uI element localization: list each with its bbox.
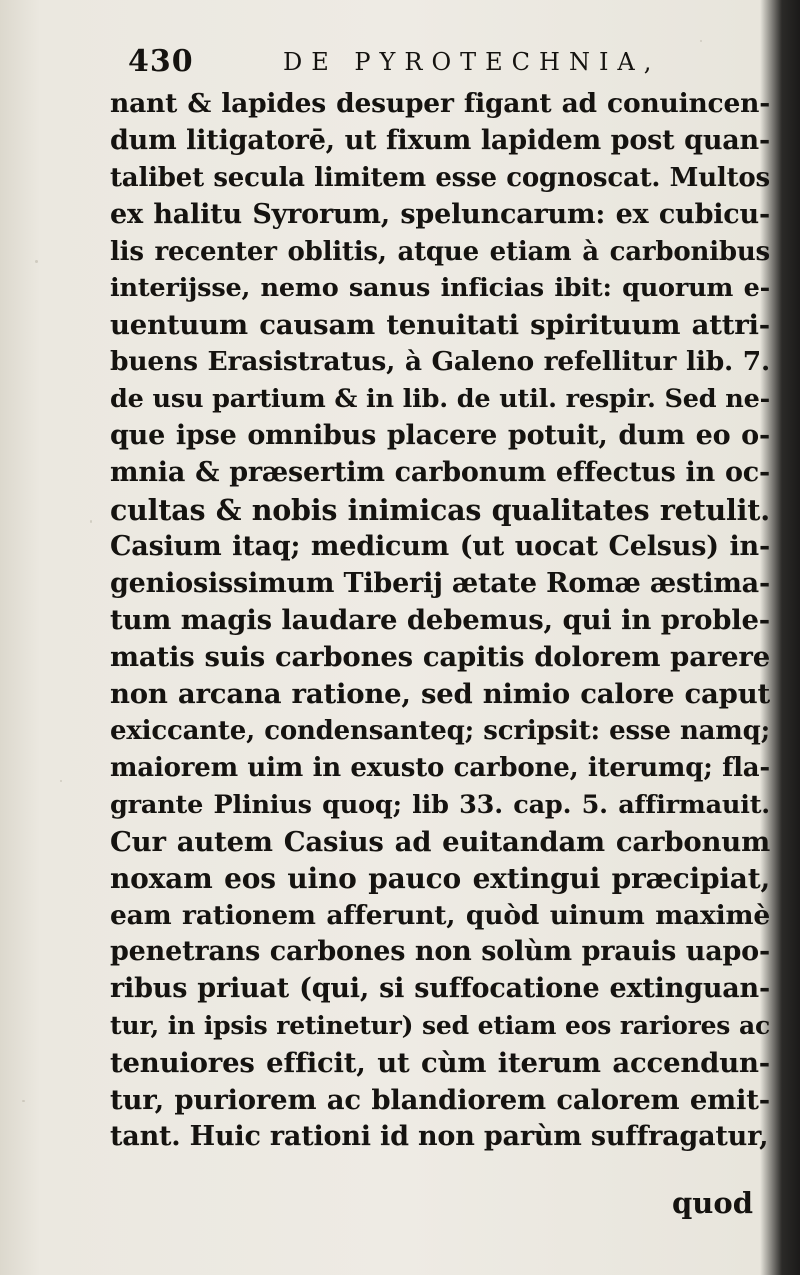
text-line: mnia & præsertim carbonum effectus in oc- bbox=[110, 456, 770, 488]
text-line: tum magis laudare debemus, qui in proble- bbox=[110, 604, 770, 637]
text-line: ex halitu Syrorum, speluncarum: ex cubicu- bbox=[110, 198, 770, 230]
page-header bbox=[128, 44, 661, 84]
text-line: geniosissimum Tiberij ætate Romæ æstima- bbox=[110, 567, 770, 599]
text-line: eam rationem afferunt, quòd uinum maximè bbox=[110, 899, 770, 931]
text-line: exiccante, condensanteq; scripsit: esse namq; bbox=[110, 716, 770, 747]
text-line: maiorem uim in exusto carbone, iterumq; fla- bbox=[110, 753, 770, 784]
text-line: cultas & nobis inimicas qualitates retulit. bbox=[110, 492, 770, 527]
text-line: Casium itaq; medicum (ut uocat Celsus) in- bbox=[110, 530, 770, 562]
text-line: penetrans carbones non solùm prauis uapo- bbox=[110, 936, 770, 968]
text-line: Cur autem Casius ad euitandam carbonum bbox=[110, 825, 770, 858]
paper-speck bbox=[700, 40, 702, 42]
text-line: de usu partium & in lib. de util. respir. Sed ne- bbox=[110, 384, 770, 415]
text-line: noxam eos uino pauco extingui præcipiat, bbox=[110, 861, 770, 895]
paper-speck bbox=[60, 780, 62, 782]
text-line: nant & lapides desuper figant ad conuincen- bbox=[110, 88, 770, 119]
running-head: DE PYROTECHNIA, bbox=[283, 48, 661, 76]
text-line: tant. Huic rationi id non parùm suffragatur, bbox=[110, 1120, 769, 1152]
text-line: que ipse omnibus placere potuit, dum eo o- bbox=[110, 420, 770, 452]
text-line: ribus priuat (qui, si suffocatione extinguan- bbox=[110, 973, 770, 1005]
text-line: non arcana ratione, sed nimio calore caput bbox=[110, 678, 770, 711]
paper-speck bbox=[35, 260, 38, 263]
text-line: grante Plinius quoq; lib 33. cap. 5. affirmauit. bbox=[110, 789, 770, 820]
text-line: dum litigatorē, ut fixum lapidem post quan- bbox=[110, 124, 770, 156]
text-line: talibet secula limitem esse cognoscat. Multos bbox=[110, 162, 770, 193]
paper-speck bbox=[22, 1100, 25, 1102]
text-line: interijsse, nemo sanus inficias ibit: quorum e- bbox=[110, 273, 770, 304]
paper-speck bbox=[90, 520, 92, 523]
body-text bbox=[110, 86, 770, 1156]
page-number: 430 bbox=[128, 44, 194, 79]
text-line: uentuum causam tenuitati spirituum attri- bbox=[110, 309, 770, 342]
text-line: tur, in ipsis retinetur) sed etiam eos rariores ac bbox=[110, 1011, 770, 1041]
text-line: buens Erasistratus, à Galeno refellitur lib. 7. bbox=[110, 346, 770, 378]
text-line: tur, puriorem ac blandiorem calorem emit- bbox=[110, 1084, 770, 1117]
text-line: tenuiores efficit, ut cùm iterum accendun- bbox=[110, 1047, 770, 1080]
text-line: lis recenter oblitis, atque etiam à carbonibus bbox=[110, 236, 770, 267]
text-line: matis suis carbones capitis dolorem parere bbox=[110, 641, 770, 674]
catchword: quod bbox=[672, 1186, 753, 1220]
